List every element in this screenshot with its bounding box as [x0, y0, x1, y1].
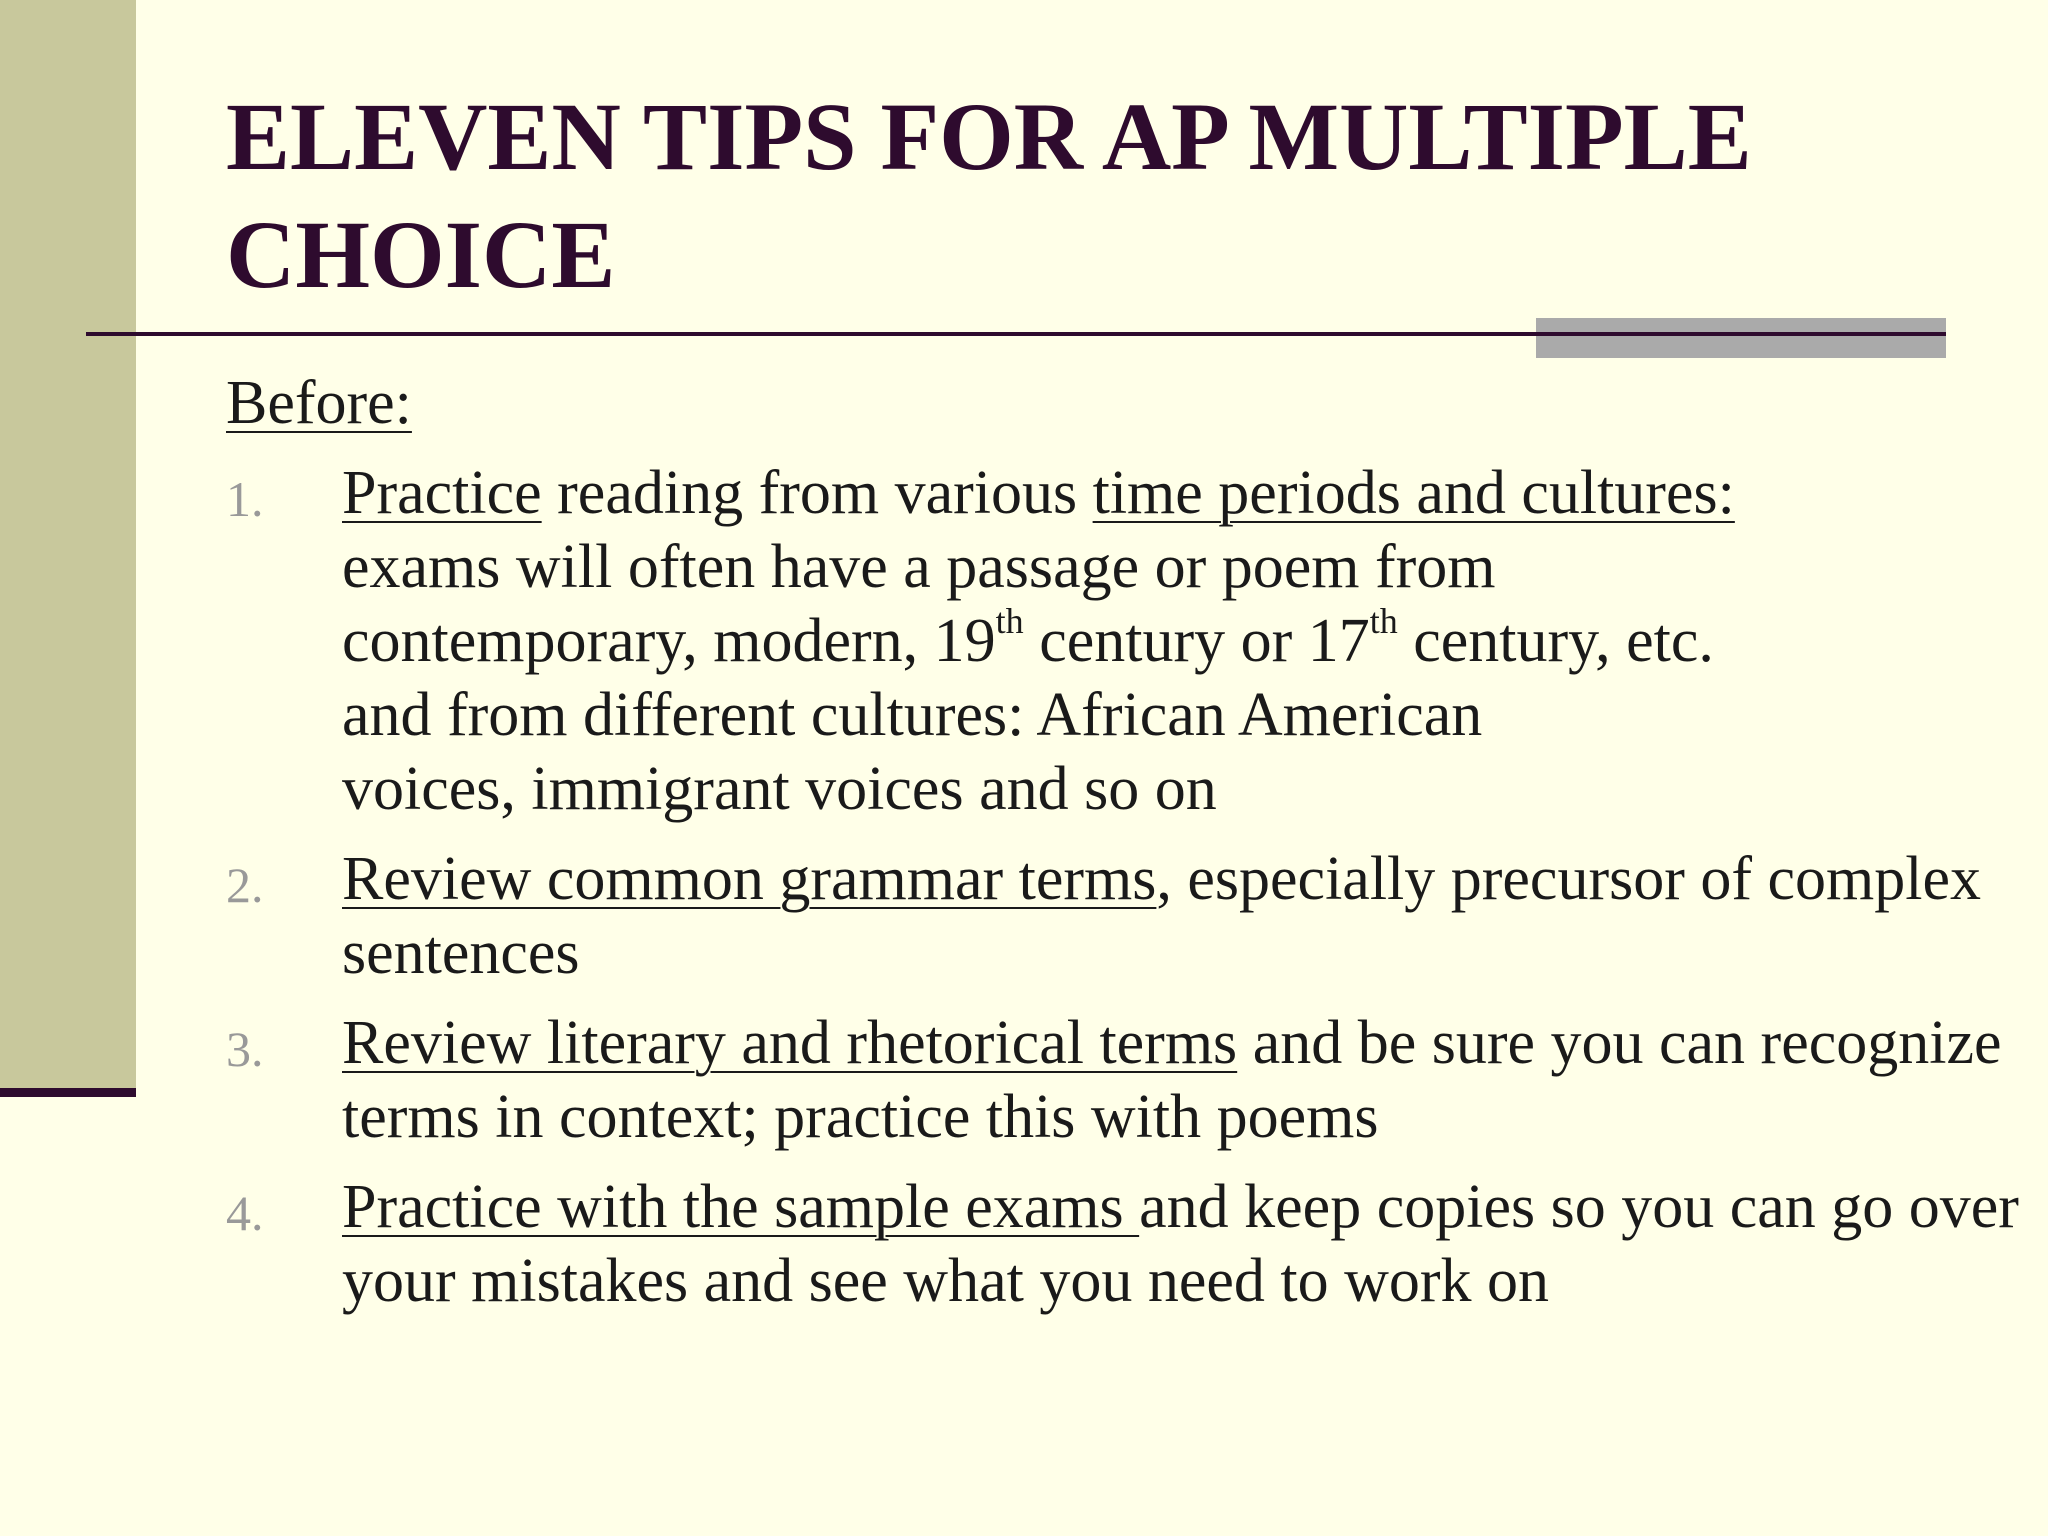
- tip-underlined-text: time periods and cultures:: [1092, 459, 1735, 527]
- slide-title: ELEVEN TIPS FOR AP MULTIPLE CHOICE: [226, 83, 1752, 308]
- tip-text: and be sure you can recognize terms in context; practice this with poems: [342, 1009, 2002, 1151]
- title-divider-accent: [1536, 318, 1946, 358]
- tip-text: century or 17: [1023, 607, 1370, 675]
- section-heading: Before:: [226, 369, 412, 437]
- tip-text: and keep copies so you can go over your mistakes and see what you need to work on: [342, 1173, 2019, 1315]
- tip-text: reading from various: [541, 459, 1093, 527]
- list-number: 2.: [226, 857, 264, 913]
- list-number: 3.: [226, 1021, 264, 1077]
- tip-lead-text: Practice with the sample exams: [342, 1173, 1140, 1241]
- superscript: th: [1369, 601, 1398, 642]
- tip-lead-text: Review literary and rhetorical terms: [342, 1009, 1238, 1077]
- tip-text: , especially precursor of complex sentences: [342, 845, 1982, 987]
- list-item: [226, 456, 2026, 826]
- title-divider-accent-line: [1536, 332, 1946, 336]
- sidebar-underline: [0, 1088, 136, 1097]
- superscript: th: [995, 601, 1024, 642]
- sidebar-band: [0, 0, 136, 1088]
- tips-list: [226, 456, 2026, 1334]
- list-item: [226, 1170, 2026, 1318]
- tip-lead-text: Review common grammar terms: [342, 845, 1157, 913]
- tip-text: and from different cultures: African American: [342, 681, 1483, 749]
- list-number: 1.: [226, 471, 264, 527]
- list-item: [226, 1006, 2026, 1154]
- tip-text: voices, immigrant voices and so on: [342, 755, 1217, 823]
- list-number: 4.: [226, 1185, 264, 1241]
- tip-text: century, etc.: [1397, 607, 1714, 675]
- list-item: [226, 842, 2026, 990]
- tip-text: exams will often have a passage or poem from: [342, 533, 1496, 601]
- tip-text: contemporary, modern, 19: [342, 607, 996, 675]
- tip-lead-text: Practice: [342, 459, 542, 527]
